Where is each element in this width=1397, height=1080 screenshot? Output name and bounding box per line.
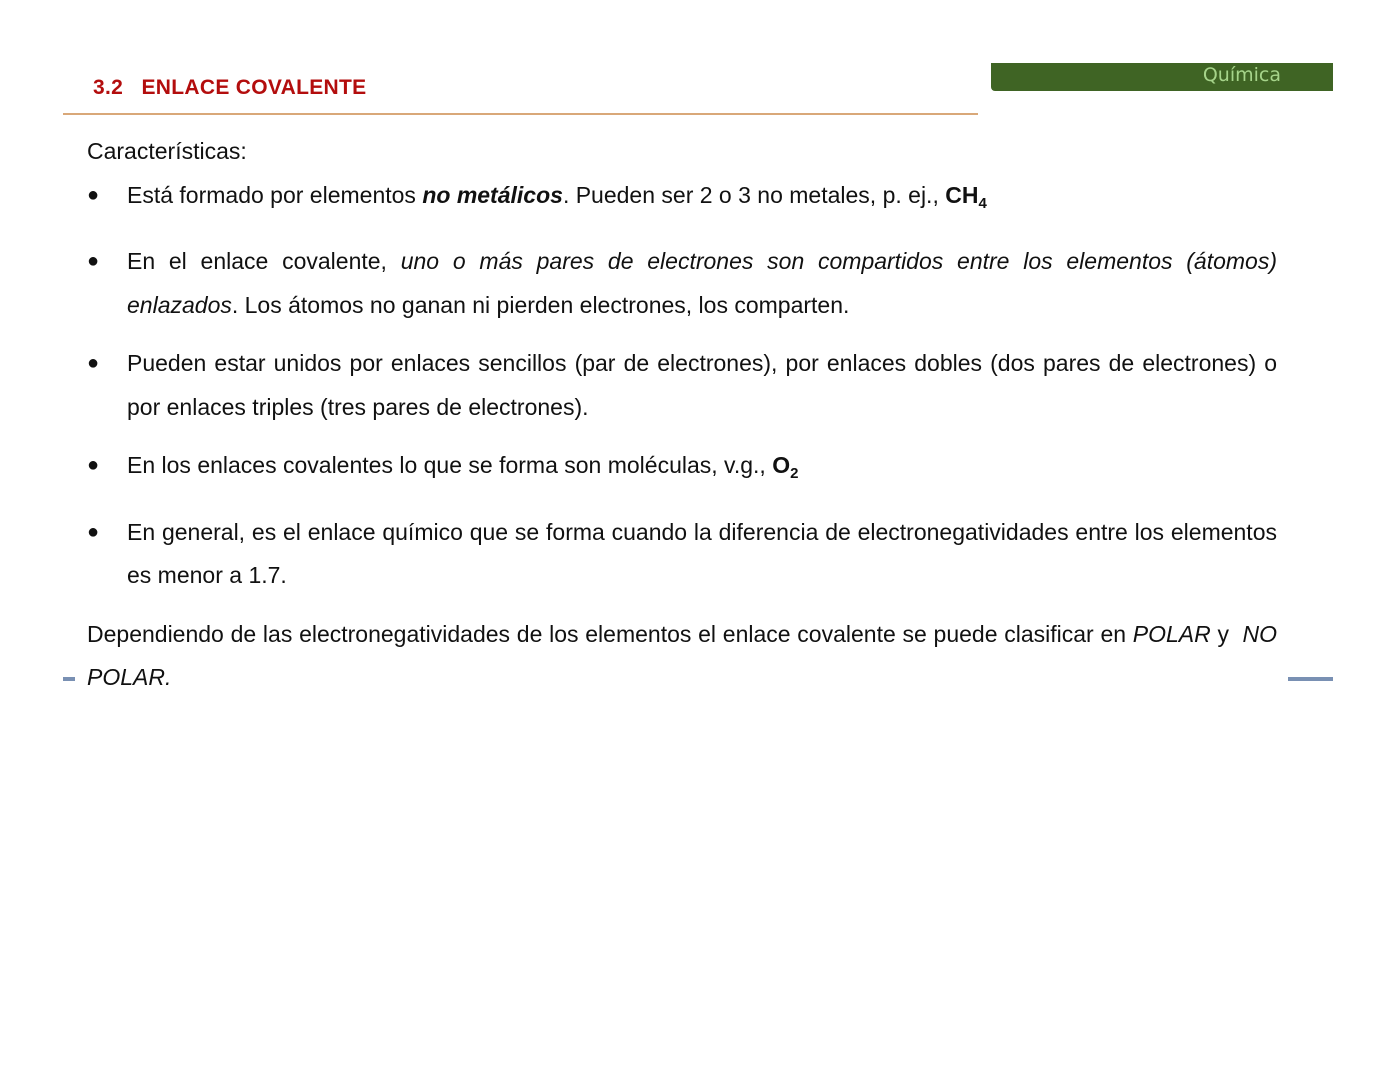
characteristics-list xyxy=(87,174,1277,598)
bullet-icon: ● xyxy=(87,352,100,374)
formula-ch4: $CH_4$ xyxy=(945,181,987,212)
bullet-icon: ● xyxy=(87,454,100,476)
list-item: ● En los enlaces covalentes lo que se forma son moléculas, v.g., $O_2$ xyxy=(87,444,1277,496)
list-item: ● Pueden estar unidos por enlaces sencillos (par de electrones), por enlaces dobles (dos pares de electrones) o por enlaces triples (tres pares de electrones). xyxy=(87,342,1277,429)
subject-banner xyxy=(991,63,1333,91)
emphasis-text: uno o más pares de electrones son compartidos entre los elementos (átomos) enlazados xyxy=(127,248,1278,318)
list-item: ● En el enlace covalente, uno o más pares de electrones son compartidos entre los elementos (átomos) enlazados. Los átomos no ganan ni pierden electrones, los comparten. xyxy=(87,240,1277,327)
list-item: ● En general, es el enlace químico que se forma cuando la diferencia de electronegatividades entre los elementos es menor a 1.7. xyxy=(87,511,1277,598)
list-item: ● Está formado por elementos no metálicos. Pueden ser 2 o 3 no metales, p. ej., $CH_4$ xyxy=(87,174,1277,226)
footer-mark-left xyxy=(63,677,75,681)
emphasis-text: no metálicos xyxy=(422,181,563,208)
polar-term: POLAR xyxy=(1132,620,1211,647)
bullet-icon: ● xyxy=(87,183,100,206)
formula-o2: $O_2$ xyxy=(772,452,799,482)
bullet-icon: ● xyxy=(87,520,100,543)
nonpolar-term: NO POLAR. xyxy=(87,620,1278,690)
footer-mark-right xyxy=(1288,677,1333,681)
intro-text: Características: xyxy=(87,138,247,164)
title-divider xyxy=(63,113,978,115)
classification-paragraph: Dependiendo de las electronegatividades de los elementos el enlace covalente se puede clasificar en POLAR y NO POLAR. xyxy=(87,620,1278,690)
bullet-icon: ● xyxy=(87,250,100,272)
subject-label: Química xyxy=(1202,64,1281,86)
section-heading: 3.2 ENLACE COVALENTE xyxy=(93,76,367,99)
document-body xyxy=(87,130,1277,723)
